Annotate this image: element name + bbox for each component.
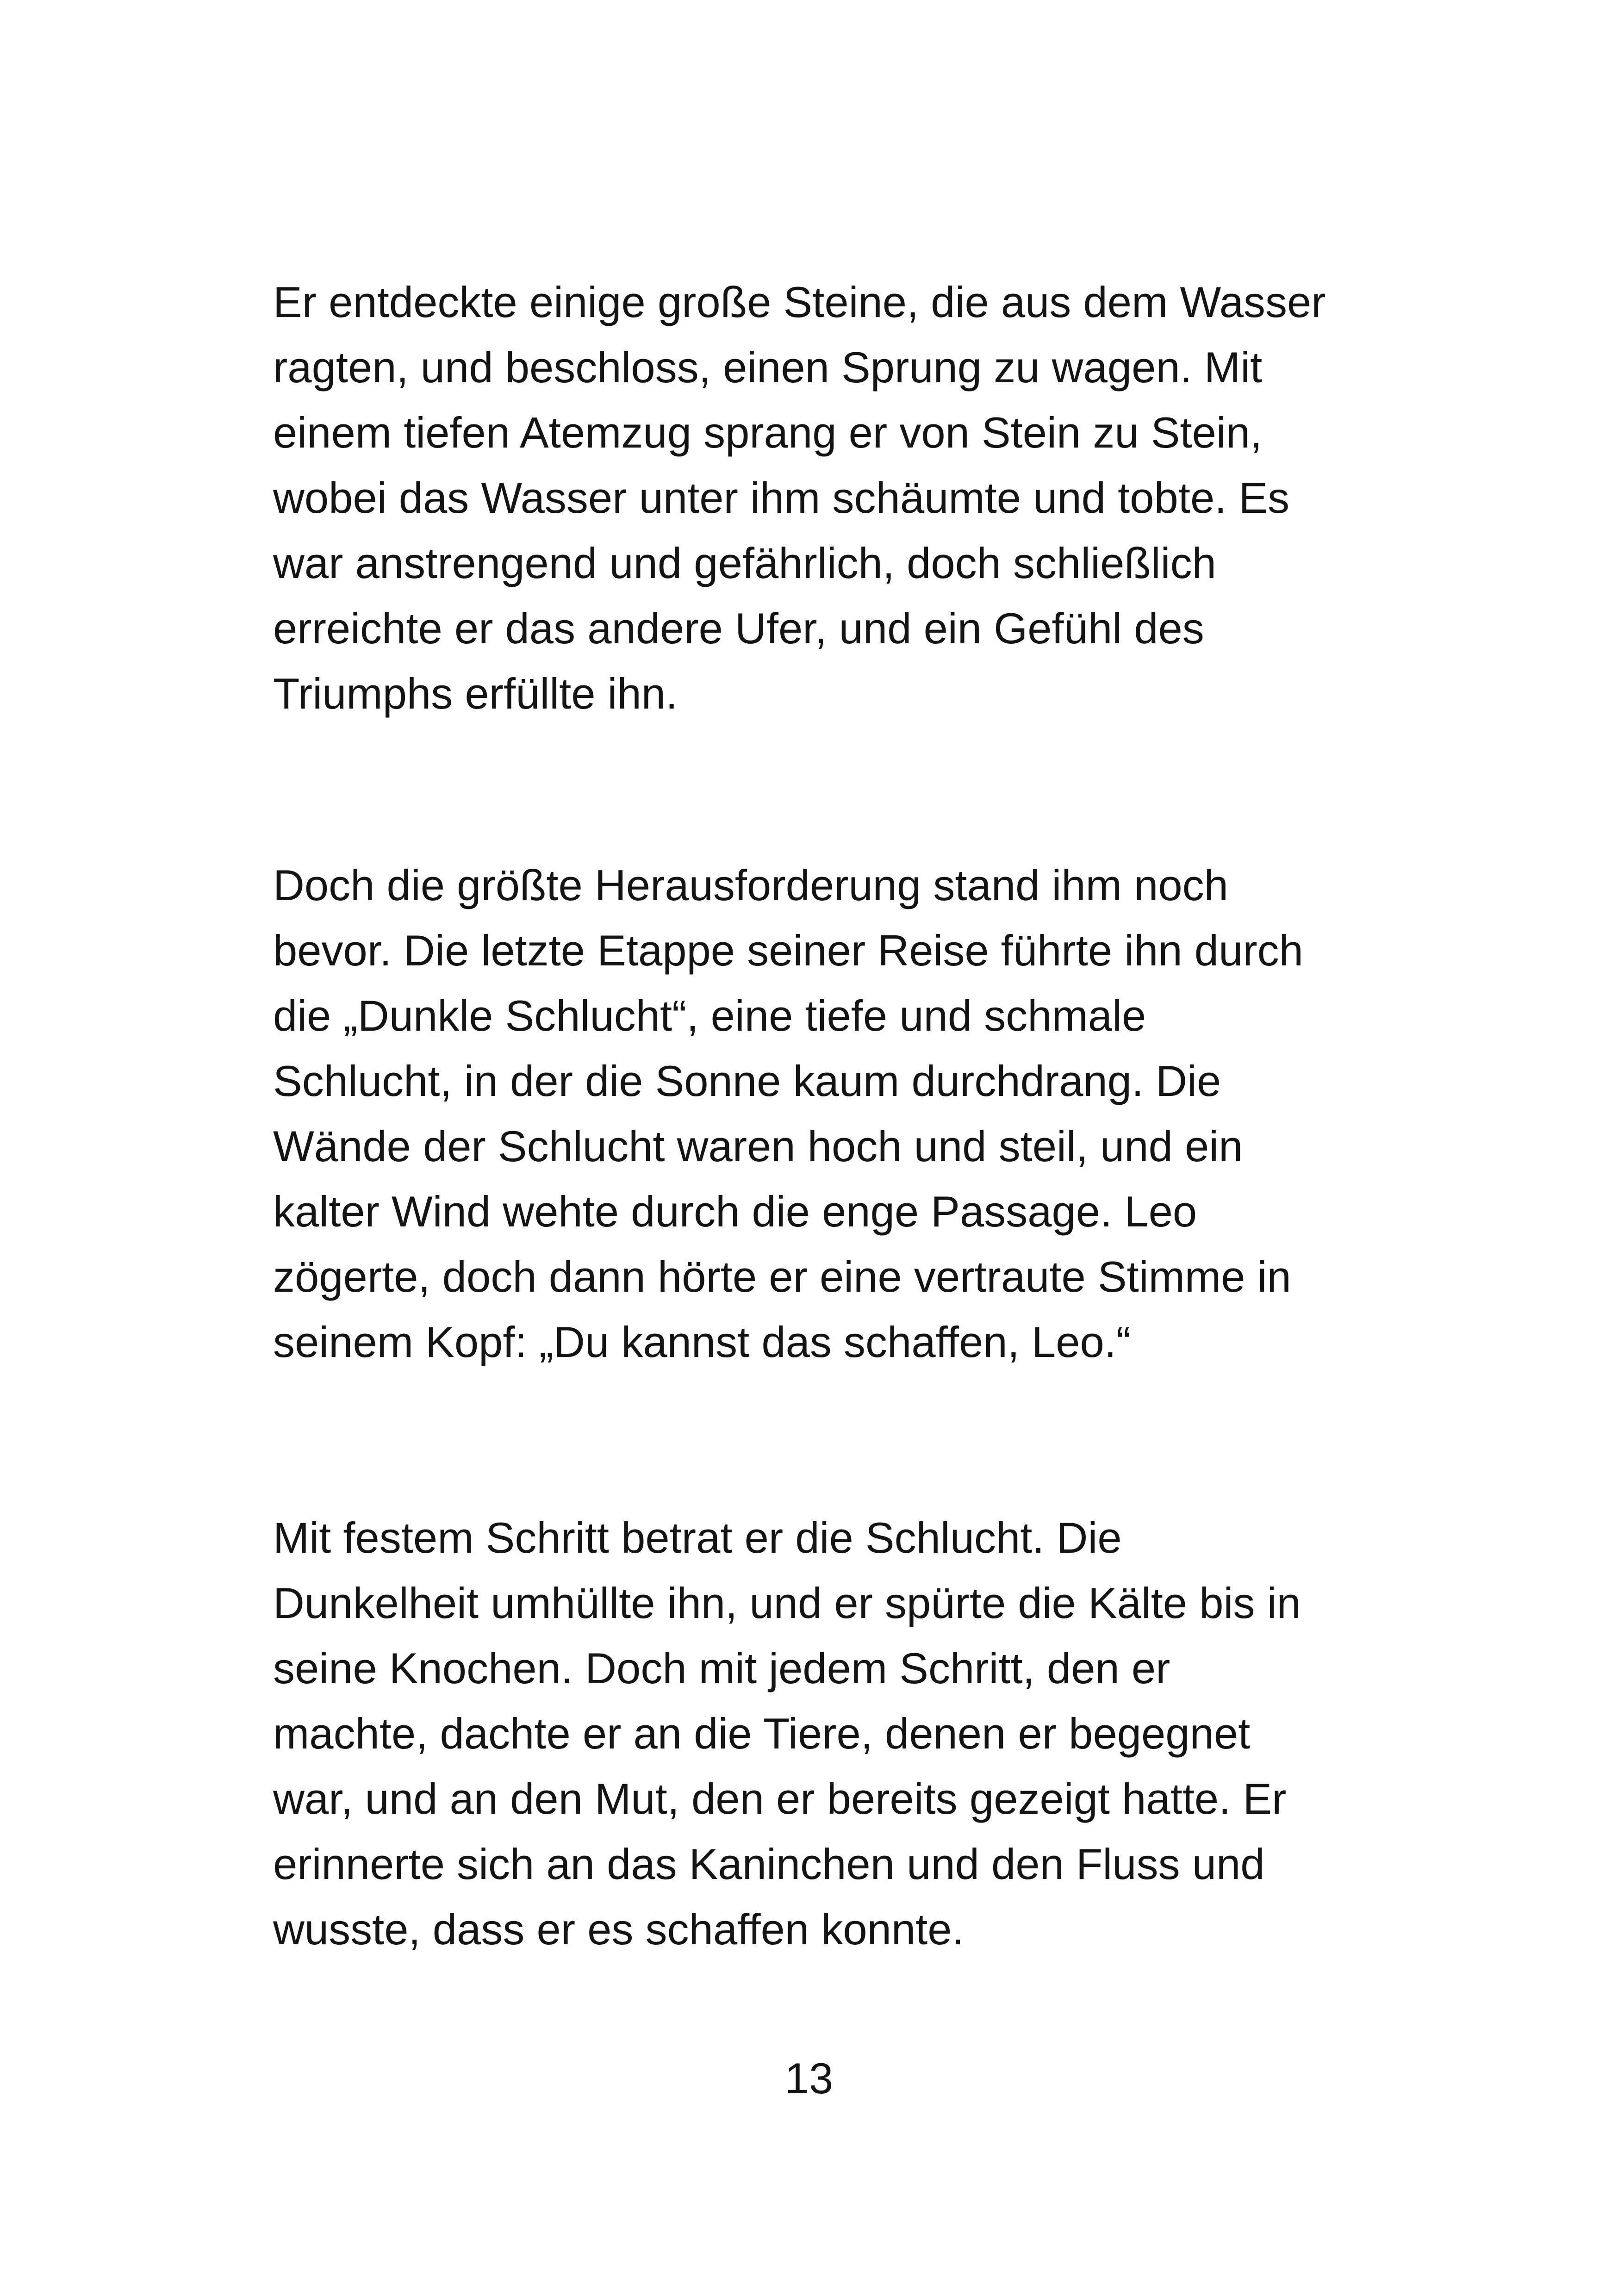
text-line: war, und an den Mut, den er bereits gezeigt hatte. Er: [273, 1774, 1287, 1823]
page-number: 13: [784, 2054, 834, 2103]
text-line: wobei das Wasser unter ihm schäumte und tobte. Es: [273, 473, 1290, 522]
text-line: seinem Kopf: „Du kannst das schaffen, Leo.“: [273, 1318, 1131, 1366]
text-line: kalter Wind wehte durch die enge Passage. Leo: [273, 1187, 1197, 1236]
text-line: Schlucht, in der die Sonne kaum durchdrang. Die: [273, 1057, 1221, 1105]
text-line: erinnerte sich an das Kaninchen und den Fluss und: [273, 1840, 1265, 1888]
paragraph-2: [273, 852, 1303, 1375]
text-line: Wände der Schlucht waren hoch und steil, und ein: [273, 1122, 1243, 1170]
paragraph-3: [273, 1505, 1301, 1962]
text-line: Mit festem Schritt betrat er die Schlucht. Die: [273, 1513, 1122, 1562]
text-line: zögerte, doch dann hörte er eine vertraute Stimme in: [273, 1252, 1291, 1301]
text-line: bevor. Die letzte Etappe seiner Reise führte ihn durch: [273, 926, 1303, 975]
text-line: Dunkelheit umhüllte ihn, und er spürte die Kälte bis in: [273, 1579, 1301, 1627]
text-line: die „Dunkle Schlucht“, eine tiefe und schmale: [273, 991, 1146, 1040]
text-line: wusste, dass er es schaffen konnte.: [273, 1905, 964, 1954]
text-line: Doch die größte Herausforderung stand ihm noch: [273, 861, 1228, 909]
text-line: erreichte er das andere Ufer, und ein Gefühl des: [273, 604, 1204, 653]
paragraph-1: [273, 269, 1326, 726]
text-line: seine Knochen. Doch mit jedem Schritt, den er: [273, 1644, 1170, 1692]
text-line: einem tiefen Atemzug sprang er von Stein zu Stein,: [273, 408, 1263, 457]
text-line: ragten, und beschloss, einen Sprung zu wagen. Mit: [273, 343, 1263, 392]
text-line: Er entdeckte einige große Steine, die aus dem Wasser: [273, 278, 1326, 326]
text-line: Triumphs erfüllte ihn.: [273, 669, 678, 718]
text-line: war anstrengend und gefährlich, doch schließlich: [273, 539, 1216, 587]
text-line: machte, dachte er an die Tiere, denen er begegnet: [273, 1709, 1251, 1758]
